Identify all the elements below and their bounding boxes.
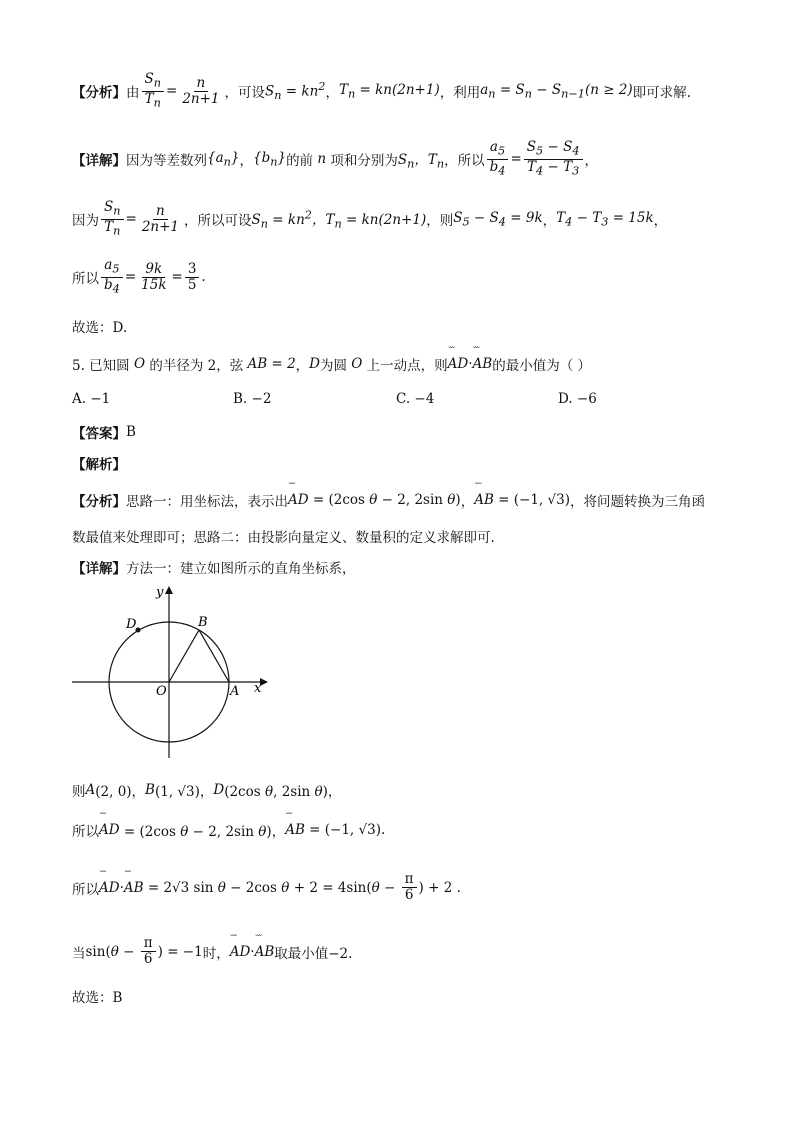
text: ， [542,213,557,230]
text: 则 [72,784,86,800]
label-x: x [254,681,262,696]
fraction-sn-tn: $\frac{S_n}{T_n}$ [142,72,165,110]
answer-tag: 【答案】 [72,426,126,442]
label-b: B [198,615,208,630]
text: 时， [202,945,230,962]
detail-line-2: 因为 $\frac{S_n}{T_n}$ = $\frac{n}{2n+1}$ ，所以可设 $S_n = kn^2$，$T_n = kn(2n+1)$ ，则 $S_5 - S_4 = 9k$ ， $T_4 - T_3 = 15k$ ， [72,199,668,238]
label-y: y [156,585,164,600]
text: 所以 [72,271,99,288]
jiexi-tag: 【解析】 [72,457,126,473]
text: 上一动点，则 [366,358,448,374]
analysis-2-line2: 数最值来处理即可；思路二：由投影向量定义、数量积的定义求解即可. [72,530,495,546]
text: ，所以 [444,153,485,170]
text: 的前 [286,153,314,170]
choice-line-2: 故选：B [72,990,123,1006]
fraction-a5-b4: $\frac{a_5}{b_4}$ [487,140,509,178]
text: 方法一：建立如图所示的直角坐标系， [126,561,356,577]
analysis-line: 【分析】 由 $\frac{S_n}{T_n}$ = $\frac{n}{2n+1}$ ，可设 $S_n = kn^2$ ， $T_n = kn(2n+1)$ ，利用 $a_n = S_n - S_{n-1}(n \ge 2)$ 即可求解. [72,71,691,110]
label-a: A [230,684,240,699]
option-c: C. −4 [396,391,435,407]
label-d: D [126,617,137,632]
answer-value: B [126,424,136,440]
answer-line [72,422,136,442]
step-2: 所以 ˘˘˘ AD = (2cos θ − 2, 2sin θ)， ˘˘˘ AB = (−1, √3). [72,820,385,840]
text: ，可设 [224,85,265,102]
jiexi-line [72,453,126,473]
step-4: 当 sin(θ − $\frac{\pi}{6}$ ) = −1 时， ˘˘˘ AD · ˘˘˘ AB 取最小值−2. [72,936,352,967]
segment-ob [169,630,199,682]
step-3: 所以 ˘˘˘ AD · ˘˘˘ AB = 2√3 sin θ − 2cos θ + 2 = 4sin(θ − $\frac{\pi}{6}$ ) + 2 . [72,872,461,903]
text: 5. 已知圆 [72,358,130,374]
text: 由 [126,85,140,102]
text: 思路一：用坐标法，表示出 [126,494,288,510]
text: 因为等差数列 [126,153,207,170]
text: 所以 [72,881,99,898]
fraction: $\frac{9k}{15k}$ [141,260,167,293]
option-a: A. −1 [72,391,111,407]
text: 所以 [72,824,99,840]
text: 项和分别为 [330,153,398,170]
text: 取最小值−2. [274,945,353,962]
fraction-s5s4-t4t3: $\frac{S_5 - S_4}{T_4 - T_3}$ [524,140,583,178]
analysis-tag: 【分析】 [72,494,126,510]
detail-tag: 【详解】 [72,153,126,170]
segment-ba [199,630,229,682]
text: ，所以可设 [184,213,252,230]
y-axis-arrow [165,586,173,594]
detail-4 [72,557,356,577]
text: 因为 [72,213,99,230]
text: ， [325,85,339,102]
detail-line-3: 所以 $\frac{a_5}{b_4}$ = $\frac{9k}{15k}$ = $\frac{3}{5}$ . [72,257,206,296]
text: 的最小值为（ ） [492,358,591,374]
text: 当 [72,945,86,962]
option-b: B. −2 [233,391,272,407]
text: ，利用 [439,85,481,102]
fraction: $\frac{3}{5}$ [185,262,200,293]
text: ， [239,153,253,170]
option-d: D. −6 [558,391,597,407]
text: 的半径为 2，弦 [149,358,244,374]
label-o: O [156,684,167,699]
detail-line: 【详解】 因为等差数列 $\{a_n\}$ ， $\{b_n\}$ 的前 n 项和分别为 $S_n$，$T_n$ ，所以 $\frac{a_5}{b_4}$ = $\frac{S_5 - S_4}{T_4 - T_3}$ ， [72,139,598,178]
fraction-pi-6: $\frac{\pi}{6}$ [402,872,417,903]
analysis-tag: 【分析】 [72,85,126,102]
fraction-n-2n1: $\frac{n}{2n+1}$ [182,74,220,107]
text: ，将问题转换为三角函 [569,494,705,510]
fraction-pi-6: $\frac{\pi}{6}$ [141,936,156,967]
step-1: 则 A (2, 0)， B (1, √3)， D (2cos θ, 2sin θ)， [72,782,342,800]
text: ， [460,494,475,510]
detail-tag: 【详解】 [72,561,126,577]
analysis-2: 【分析】 思路一：用坐标法，表示出 ˘˘˘ AD = (2cos θ − 2, 2sin θ) ， ˘˘˘ AB = (−1, √3) ，将问题转换为三角函 [72,490,705,510]
fraction: $\frac{a_5}{b_4}$ [101,258,123,296]
fraction: $\frac{S_n}{T_n}$ [101,200,124,238]
text: 为圆 [320,358,347,374]
fraction: $\frac{n}{2n+1}$ [141,202,179,235]
text: ，则 [426,213,454,230]
coordinate-figure [68,582,268,762]
choice-line: 故选：D. [72,320,128,336]
text: ， [295,358,310,374]
question-5: 5. 已知圆 O 的半径为 2，弦 AB = 2 ， D 为圆 O 上一动点，则 ˘˘˘ AD · ˘˘˘ AB 的最小值为（ ） [72,354,591,374]
text: 即可求解. [632,85,691,102]
